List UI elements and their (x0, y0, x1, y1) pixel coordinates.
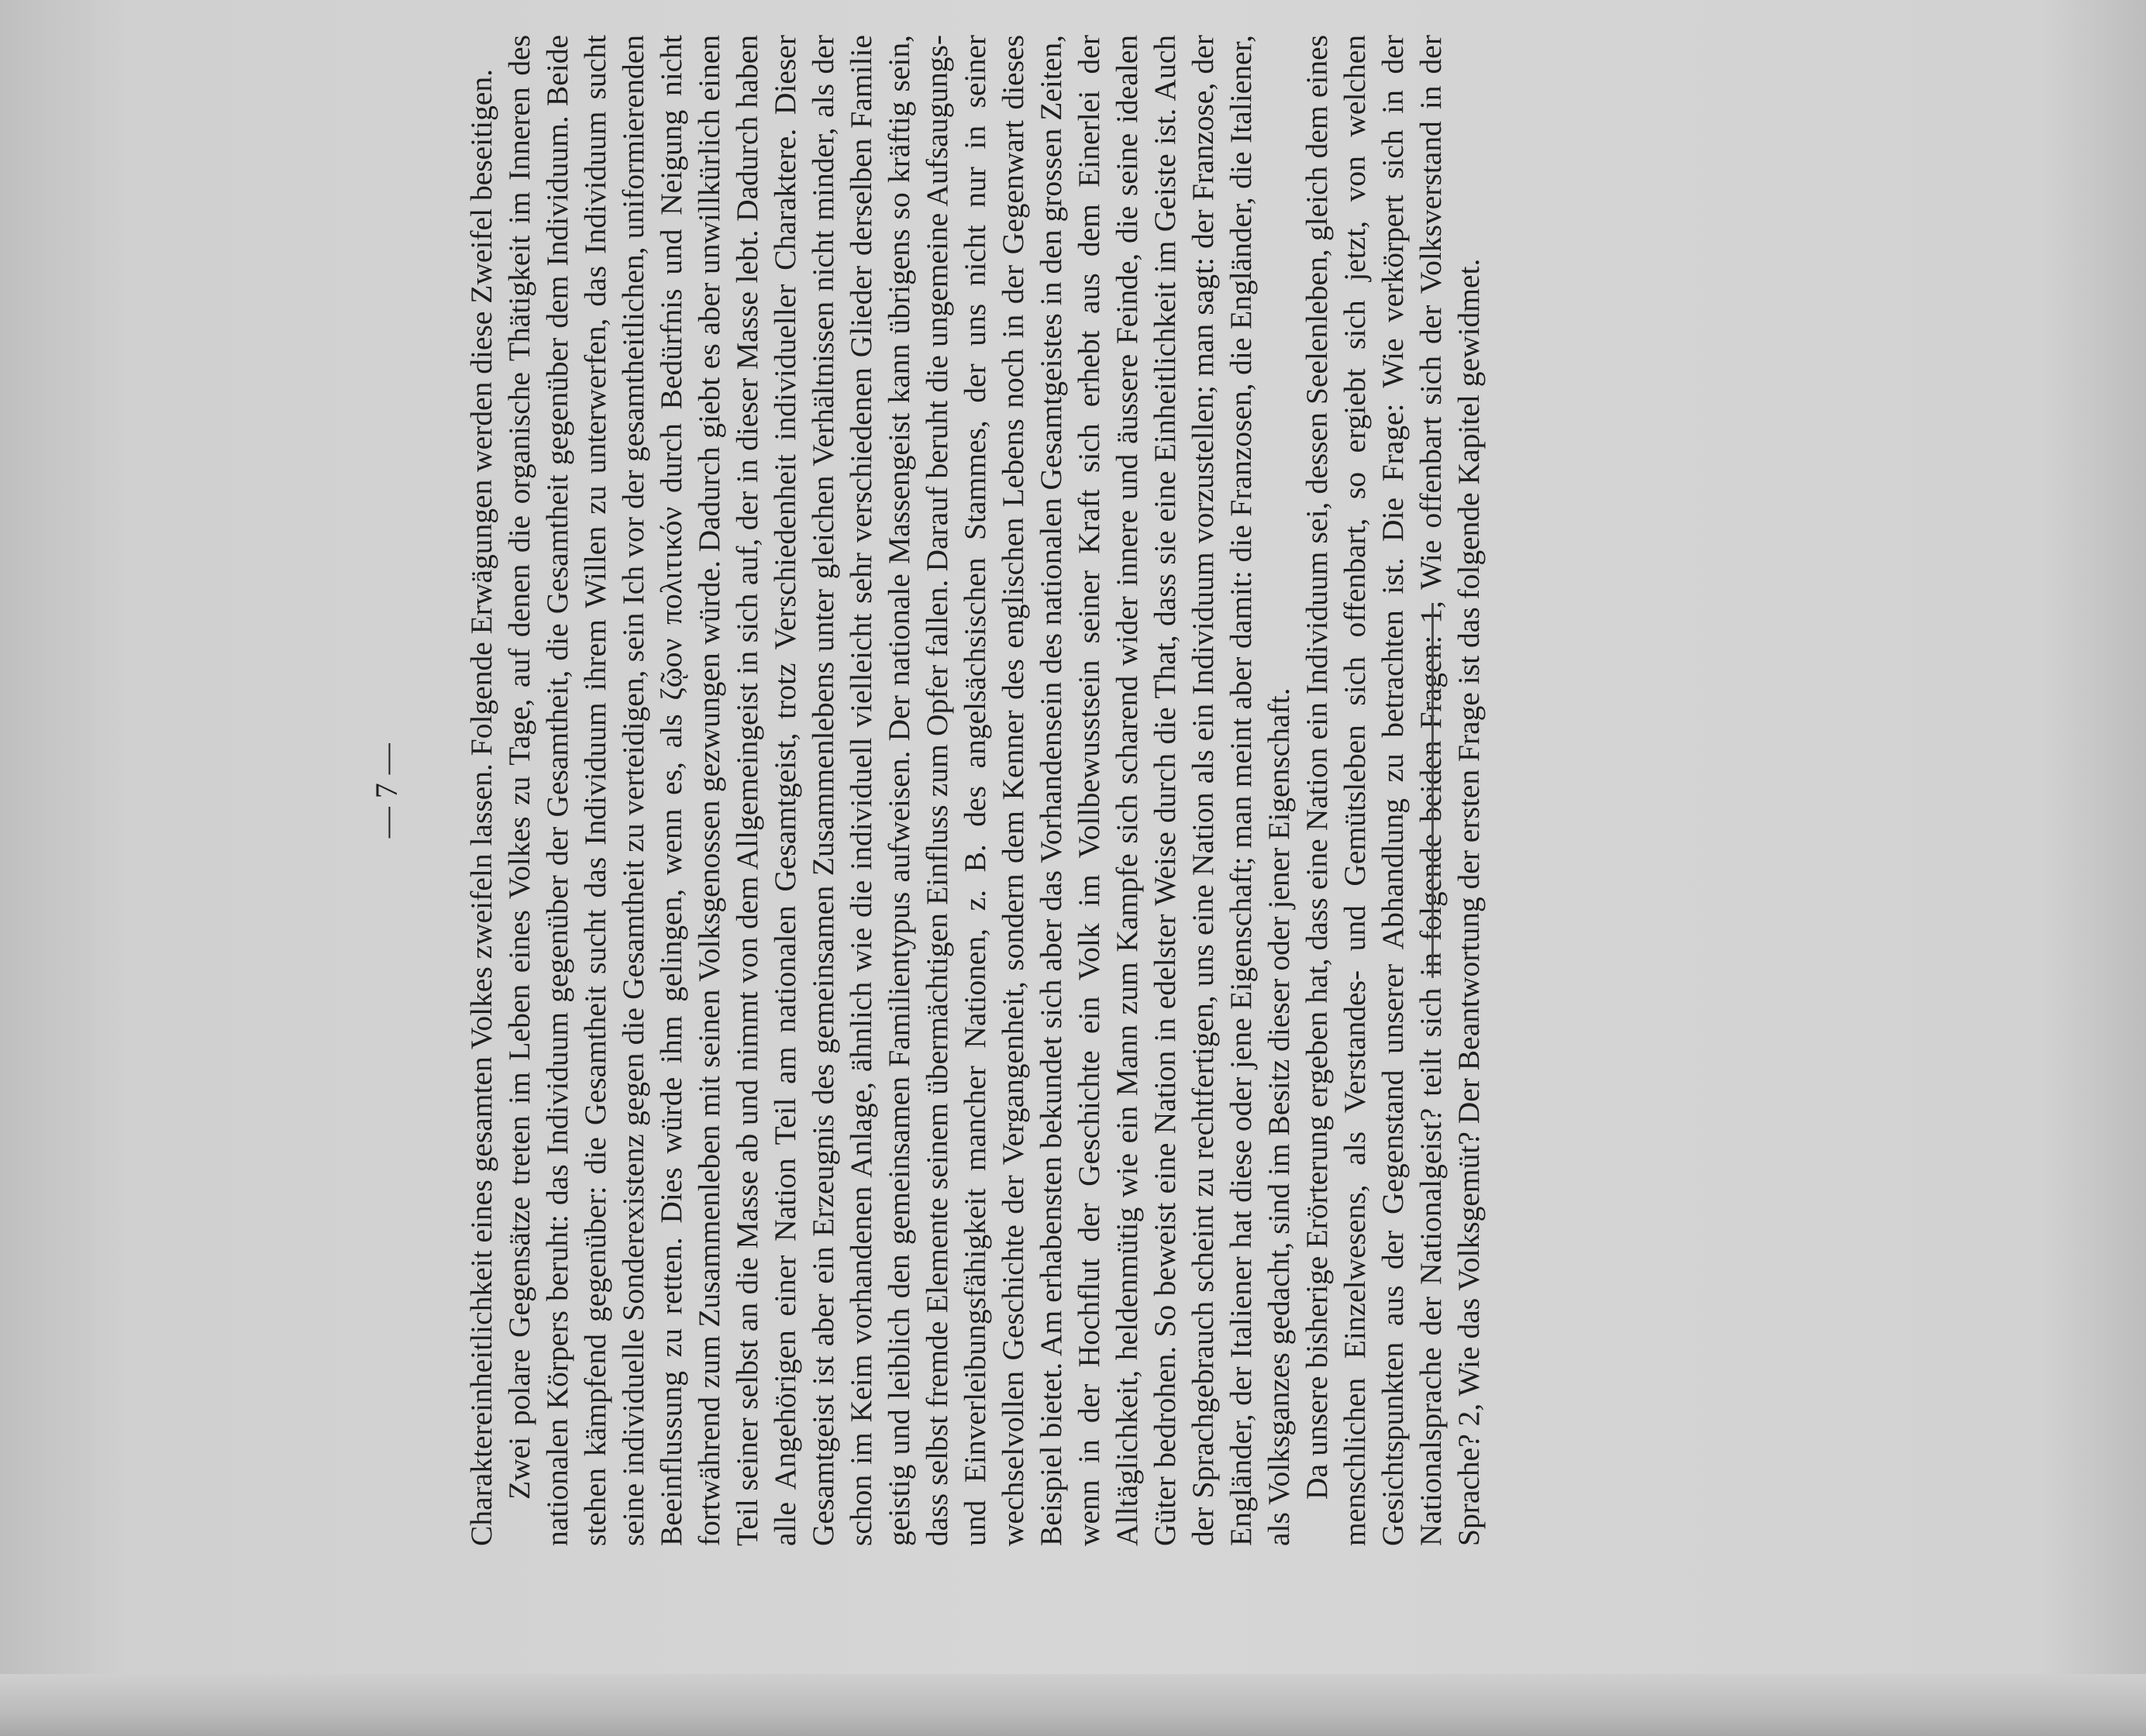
rotated-book-page (370, 35, 1772, 1546)
paragraph-3: Da unsere bisherige Erörterung ergeben hat, dass eine Nation ein Individuum sei, dessen Seelenleben, gleich dem eines menschlichen Einzelwesens, als Verstandes- und Gemütsleben sich offenbart, so ergiebt sich jetzt, von welchen Gesichtspunkten aus der Gegenstand unserer Abhandlung zu betrachten ist. Die Frage: Wie verkörpert sich in der Nationalsprache der Nationalgeist? teilt sich in folgende beiden Fragen: 1, Wie offenbart sich der Volksverstand in der Sprache? 2, Wie das Volksgemüt? Der Beantwortung der ersten Frage ist das folgende Kapitel gewidmet. (1300, 35, 1486, 1546)
facing-page-edge (0, 1674, 2146, 1736)
paragraph-1: Charaktereinheitlichkeit eines gesamten Volkes zweifeln lassen. Folgende Erwägungen werden diese Zweifel beseitigen. (464, 69, 498, 1546)
page-body-text (463, 35, 1488, 1546)
section-end-rule (1431, 603, 1434, 978)
paragraph-2: Zwei polare Gegensätze treten im Leben eines Volkes zu Tage, auf denen die organische Thätigkeit im Inneren des nationalen Körpers beruht: das Individuum gegenüber der Gesamtheit, die Gesamtheit gegenüber dem Individuum. Beide stehen kämpfend gegenüber: die Gesamtheit sucht das Individuum ihrem Willen zu unterwerfen, das Individuum sucht seine individuelle Sonderexistenz gegen die Gesamtheit zu verteidigen, sein Ich vor der gesamtheitlichen, uniformierenden Beeinflussung zu retten. Dies würde ihm gelingen, wenn es, als ζῷον πολιτικόν durch Bedürfnis und Neigung nicht fortwährend zum Zusammenleben mit seinen Volksgenossen gezwungen würde. Dadurch giebt es aber unwillkürlich einen Teil seiner selbst an die Masse ab und nimmt von dem Allgemeingeist in sich auf, der in dieser Masse lebt. Dadurch haben alle Angehörigen einer Nation Teil am nationalen Gesamtgeist, trotz Verschiedenheit individueller Charaktere. Dieser Gesamtgeist ist aber ein Erzeugnis des gemeinsamen Zusammenlebens unter gleichen Verhältnissen nicht minder, als der schon im Keim vorhandenen Anlage, ähnlich wie die individuell vielleicht sehr verschiedenen Glieder derselben Familie geistig und leiblich den gemeinsamen Familientypus aufweisen. Der nationale Massengeist kann übrigens so kräftig sein, dass selbst fremde Elemente seinem übermächtigen Einfluss zum Opfer fallen. Darauf beruht die ungemeine Aufsaugungs- und Einverleibungsfähigkeit mancher Nationen, z. B. des angelsächsischen Stammes, der uns nicht nur in seiner wechselvollen Geschichte der Vergangenheit, sondern dem Kenner des englischen Lebens noch in der Gegenwart dieses Beispiel bietet. Am erhabensten bekundet sich aber das Vorhandensein des nationalen Gesamtgeistes in den grossen Zeiten, wenn in der Hochflut der Geschichte ein Volk im Vollbewusstsein seiner Kraft sich erhebt aus dem Einerlei der Alltäglichkeit, heldenmütig wie ein Mann zum Kampfe sich scharend wider innere und äussere Feinde, die seine idealen Güter bedrohen. So beweist eine Nation in edelster Weise durch die That, dass sie eine Einheitlichkeit im Geiste ist. Auch der Sprachgebrauch scheint zu rechtfertigen, uns eine Nation als ein Individuum vorzustellen; man sagt: der Franzose, der Engländer, der Italiener hat diese oder jene Eigenschaft; man meint aber damit: die Franzosen, die Engländer, die Italiener, als Volksganzes gedacht, sind im Besitz dieser oder jener Eigenschaft. (502, 35, 1296, 1546)
page-number: — 7 — (369, 742, 404, 839)
